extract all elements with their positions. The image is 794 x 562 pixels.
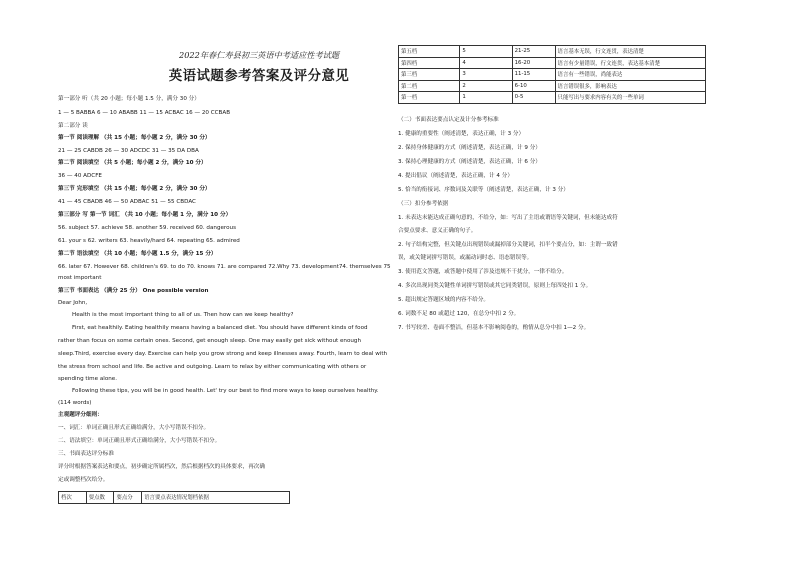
table-row [399, 46, 706, 58]
right-text-line: 1. 健康的重要性（阐述清楚，表达正确，计 3 分） [398, 131, 525, 137]
table-cell: 0-5 [512, 92, 555, 104]
right-text-line: 误，或关键词拼写错误，或漏动词时态、语态错误等。 [398, 255, 533, 261]
table-cell: 16-20 [512, 57, 555, 69]
left-text-line: 第一节 阅读理解 （共 15 小题；每小题 2 分，满分 30 分） [58, 135, 211, 141]
left-text-line: Following these tips, you will be in good health. Let' try our best to find more ways to keep ourselves healthy. [72, 388, 379, 394]
right-text-line: 5. 超出规定答题区域的内容不给分。 [398, 297, 490, 303]
left-text-line: 第三部分 写 第一节 词汇 （共 10 小题；每小题 1 分，满分 10 分） [58, 212, 232, 218]
left-text-line: (114 words) [58, 400, 92, 406]
table-cell: 3 [460, 69, 512, 81]
table-row [399, 57, 706, 69]
table-cell: 5 [460, 46, 512, 58]
left-text-line: First, eat healthily. Eating healthily means having a balanced diet. You should have different kinds of food [72, 325, 368, 331]
right-text-line: 2. 句子结构完整，但关键点出现错误或漏掉部分关键词，扣半个要点分，如：主谓一致错 [398, 242, 618, 248]
table-cell: 第五档 [399, 46, 460, 58]
left-text-line: 56. subject 57. achieve 58. another 59. received 60. dangerous [58, 225, 236, 231]
grading-band-table [398, 45, 706, 104]
left-text-line: 一、词汇：单词正确且形式正确给满分，大小写错误不扣分。 [58, 425, 210, 431]
left-text-line: 定或调整档次给分。 [58, 477, 109, 483]
left-text-line: 61. your s 62. writers 63. heavily/hard 64. repeating 65. admired [58, 238, 240, 244]
left-text-line: 36 — 40 ADCFE [58, 173, 102, 179]
table-row [399, 80, 706, 92]
table-cell: 1 [460, 92, 512, 104]
table-cell: 语言有一些错误，尚能表达 [555, 69, 705, 81]
table-row [399, 92, 706, 104]
left-text-line: 主观题评分细则： [58, 412, 103, 418]
table-cell: 语言错误很多，影响表达 [555, 80, 705, 92]
left-text-line: 第三节 完形填空 （共 15 小题；每小题 2 分，满分 30 分） [58, 186, 211, 192]
left-text-line: 三、书面表达评分标准 [58, 451, 114, 457]
table-cell: 4 [460, 57, 512, 69]
grading-table-header [58, 491, 290, 504]
right-text-line: 3. 保持心理健康的方式（阐述清楚，表达正确，计 6 分） [398, 159, 541, 165]
exam-title: 2022年春仁寿县初三英语中考适应性考试题 [178, 50, 340, 60]
table-cell: 第一档 [399, 92, 460, 104]
right-text-line: 3. 使用范文答题，或答题中使用了涉及违规不干扰分，一律不给分。 [398, 269, 568, 275]
left-text-line: 41 — 45 CBADB 46 — 50 ADBAC 51 — 55 CBDAC [58, 199, 196, 205]
table-cell: 11-15 [512, 69, 555, 81]
table-row [59, 492, 290, 504]
left-text-line: sleep.Third, exercise every day. Exercise can help you grow strong and keep illnesses away. Fourth, learn to deal with [58, 351, 388, 357]
table-cell: 第三档 [399, 69, 460, 81]
right-text-line: 1. 未表达未能达成正确句意的，不给分，如：写出了主语或谓语等关键词，但未能达成符 [398, 215, 618, 221]
left-text-line: 二、语法填空：单词正确且形式正确给满分，大小写错误不扣分。 [58, 438, 221, 444]
left-text-line: spending time alone. [58, 376, 118, 382]
left-text-line: Dear John, [58, 300, 88, 306]
right-text-line: 4. 多次出现同类关键性单词拼写错误或其它同类错误，原则上每四处扣 1 分。 [398, 283, 592, 289]
left-text-line: Health is the most important thing to all of us. Then how can we keep healthy? [72, 312, 294, 318]
right-text-line: 5. 恰当的衔接词、序数词及关联等（阐述清楚，表达正确，计 3 分） [398, 187, 569, 193]
right-text-line: 4. 提出倡议（阐述清楚，表达正确，计 4 分） [398, 173, 513, 179]
right-text-line: 2. 保持身体健康的方式（阐述清楚，表达正确，计 9 分） [398, 145, 541, 151]
table-cell: 档次 [59, 492, 87, 504]
table-cell: 2 [460, 80, 512, 92]
table-cell: 语言要点表达情况划档依据 [142, 492, 290, 504]
left-text-line: most important [58, 275, 102, 281]
right-text-line: 6. 词数不足 80 或超过 120，在总分中扣 2 分。 [398, 311, 520, 317]
left-text-line: 第一部分 听（共 20 小题；每小题 1.5 分，满分 30 分） [58, 96, 200, 102]
right-text-line: （二）书面表达要点认定及计分参考标准 [398, 117, 499, 123]
left-text-line: 1 — 5 BABBA 6 — 10 ABABB 11 — 15 ACBAC 16 — 20 CCBAB [58, 110, 231, 116]
left-text-line: 66. later 67. However 68. children's 69. to do 70. knows 71. are compared 72.Why 73. development74. themselves 75 [58, 264, 391, 270]
page-title: 英语试题参考答案及评分意见 [168, 69, 350, 84]
table-cell: 21-25 [512, 46, 555, 58]
table-cell: 第二档 [399, 80, 460, 92]
table-cell: 要点数 [86, 492, 114, 504]
table-cell: 6-10 [512, 80, 555, 92]
left-text-line: 第三节 书面表达 （满分 25 分） One possible version [58, 288, 209, 294]
right-text-line: 合要点要求、意义正确的句子。 [398, 228, 477, 234]
left-text-line: the stress from school and life. Be active and outgoing. Learn to relax by either communicating with others or [58, 364, 367, 370]
right-text-line: 7. 书写较差、卷面不整洁，但基本不影响阅卷的，酌情从总分中扣 1—2 分。 [398, 325, 590, 331]
table-cell: 语言基本无误，行文连贯，表达清楚 [555, 46, 705, 58]
table-row [399, 69, 706, 81]
left-text-line: 第二部分 读 [58, 123, 88, 129]
left-text-line: 21 — 25 CABDB 26 — 30 ADCDC 31 — 35 DA DBA [58, 148, 199, 154]
table-cell: 要点分 [114, 492, 142, 504]
left-text-line: rather than focus on some certain ones. Second, get enough sleep. One may easily get sick without enough [58, 338, 362, 344]
table-cell: 只能写出与要求内容有关的一些单词 [555, 92, 705, 104]
left-text-line: 评分时根据答案表达和要点，初步确定所属档次，然后根据档次的具体要求，再次确 [58, 464, 265, 470]
table-cell: 语言有少量错误，行文连贯，表达基本清楚 [555, 57, 705, 69]
left-text-line: 第二节 语法填空 （共 10 小题；每小题 1.5 分，满分 15 分） [58, 251, 217, 257]
left-text-line: 第二节 阅读填空 （共 5 小题；每小题 2 分，满分 10 分） [58, 160, 207, 166]
table-cell: 第四档 [399, 57, 460, 69]
right-text-line: （三）扣分参考依据 [398, 201, 449, 207]
